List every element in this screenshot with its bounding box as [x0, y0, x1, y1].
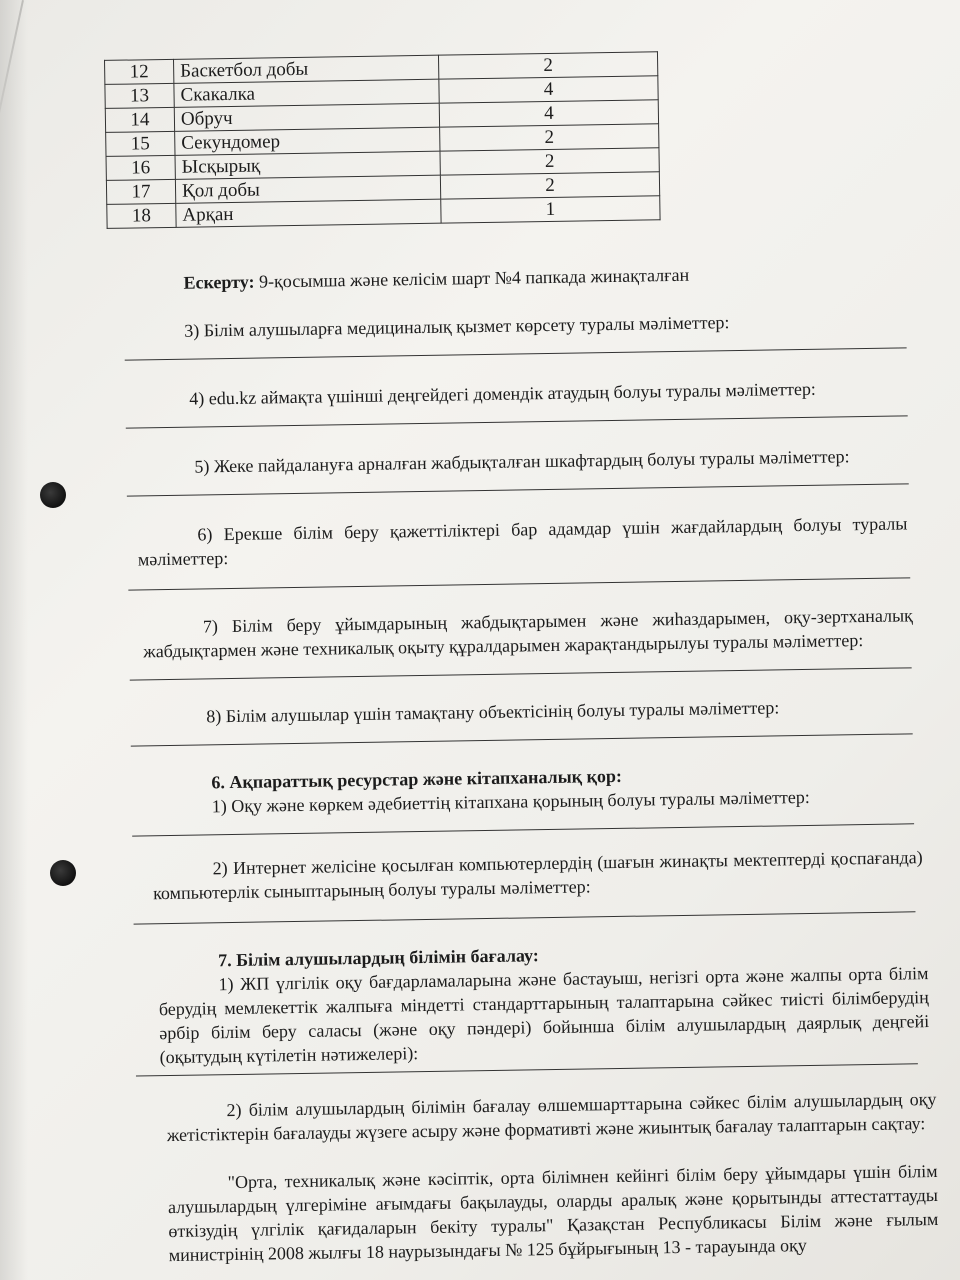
item-quantity: 2 — [440, 124, 659, 151]
section-6-heading: 6. Ақпараттық ресурстар және кітапханалық қор: — [211, 765, 623, 793]
binder-hole-bottom — [50, 860, 76, 886]
section-6-item-2-text: 2) Интернет желісіне қосылған компьютерлердің (шағын жинақты мектептерді қоспағанда) компьютерлік сыныптарының болуы туралы мәліметтер: — [152, 847, 923, 904]
section-7-heading: 7. Білім алушылардың білімін бағалау: — [217, 945, 539, 971]
answer-line-4 — [126, 415, 908, 428]
item-name: Скакалка — [174, 79, 439, 107]
row-number: 15 — [106, 131, 175, 156]
item-7-text: 7) Білім беру ұйымдарының жабдықтарымен және жиһаздарымен, оқу-зертханалық жабдықтармен және техникалық оқыту құралдарымен жарақтандырылуы туралы мәліметтер: — [143, 605, 913, 662]
answer-line-7 — [130, 667, 912, 680]
answer-line-5 — [127, 483, 909, 496]
page-edge-shadow — [0, 0, 28, 1280]
answer-line-3 — [125, 347, 907, 360]
item-5-text: 5) Жеке пайдалануға арналған жабдықталған шкафтардың болуы туралы мәліметтер: — [194, 446, 850, 477]
section-7-item-2-text: 2) білім алушылардың білімін бағалау өлшемшарттарына сәйкес білім алушылардың оқу жетістіктерін бағалауды жүзеге асыру және формативті және жиынтық бағалау талаптарын сақтау: — [166, 1088, 937, 1146]
section-7-item-1-text: 1) ЖП үлгілік оқу бағдарламаларына және бастауыш, негізгі орта және жалпы орта білім берудің мемлекеттік жалпыға міндетті стандарттарының талаптарына сәйкес тиісті білімберудің әрбір білім беру саласы (және оқу пәндері) бойынша білім алушылардың даярлық деңгейі (оқытудың күтілетін нәтижелері): — [158, 963, 930, 1068]
answer-line-6-1 — [132, 823, 914, 836]
binder-hole-top — [40, 482, 66, 508]
note-label: Ескерту: — [183, 271, 255, 293]
item-name: Баскетбол добы — [173, 55, 438, 83]
document-content — [100, 47, 939, 1266]
item-quantity: 1 — [441, 196, 660, 223]
item-name: Секундомер — [175, 127, 440, 155]
item-name: Обруч — [174, 103, 439, 131]
row-number: 16 — [106, 155, 175, 180]
item-quantity: 2 — [440, 172, 659, 199]
item-4-text: 4) edu.kz аймақта үшінші деңгейдегі домендік атаудың болуы туралы мәліметтер: — [189, 378, 817, 409]
item-8-text: 8) Білім алушылар үшін тамақтану объектісінің болуы туралы мәліметтер: — [206, 697, 780, 727]
item-name: Арқан — [176, 199, 441, 227]
answer-line-6 — [128, 577, 910, 590]
item-3-text: 3) Білім алушыларға медициналық қызмет көрсету туралы мәліметтер: — [184, 312, 730, 341]
note-paragraph — [183, 260, 883, 295]
row-number: 12 — [105, 59, 174, 84]
item-6-text: 6) Ерекше білім беру қажеттіліктері бар адамдар үшін жағдайлардың болуы туралы мәліметтер: — [137, 513, 908, 570]
item-quantity: 2 — [438, 52, 657, 79]
item-quantity: 4 — [439, 76, 658, 103]
section-7-quote-text: "Орта, техникалық және кәсіптік, орта білімнен кейінгі білім беру ұйымдары үшін білім алушылардың үлгеріміне ағымдағы бақылауды, оларды аралық және қорытынды аттестаттауды өткізудің үлгілік қағидаларын бекіту туралы" Қазақстан Республикасы Білім және ғылым министрінің 2008 жылғы 18 наурызындағы № 125 бұйрығының 13 - тарауында оқу — [167, 1160, 939, 1266]
row-number: 17 — [106, 179, 175, 204]
inventory-table — [104, 51, 661, 229]
answer-line-6-2 — [134, 911, 916, 924]
section-6-item-1-text: 1) Оқу және көркем әдебиеттің кітапхана қорының болуы туралы мәліметтер: — [211, 786, 810, 817]
row-number: 14 — [105, 107, 174, 132]
item-name: Ысқырық — [175, 151, 440, 179]
row-number: 18 — [107, 203, 176, 228]
item-quantity: 2 — [440, 148, 659, 175]
note-text: 9-қосымша және келісім шарт №4 папкада жинақталған — [254, 264, 690, 292]
answer-line-8 — [131, 733, 913, 746]
row-number: 13 — [105, 83, 174, 108]
item-name: Қол добы — [175, 175, 440, 203]
item-quantity: 4 — [439, 100, 658, 127]
